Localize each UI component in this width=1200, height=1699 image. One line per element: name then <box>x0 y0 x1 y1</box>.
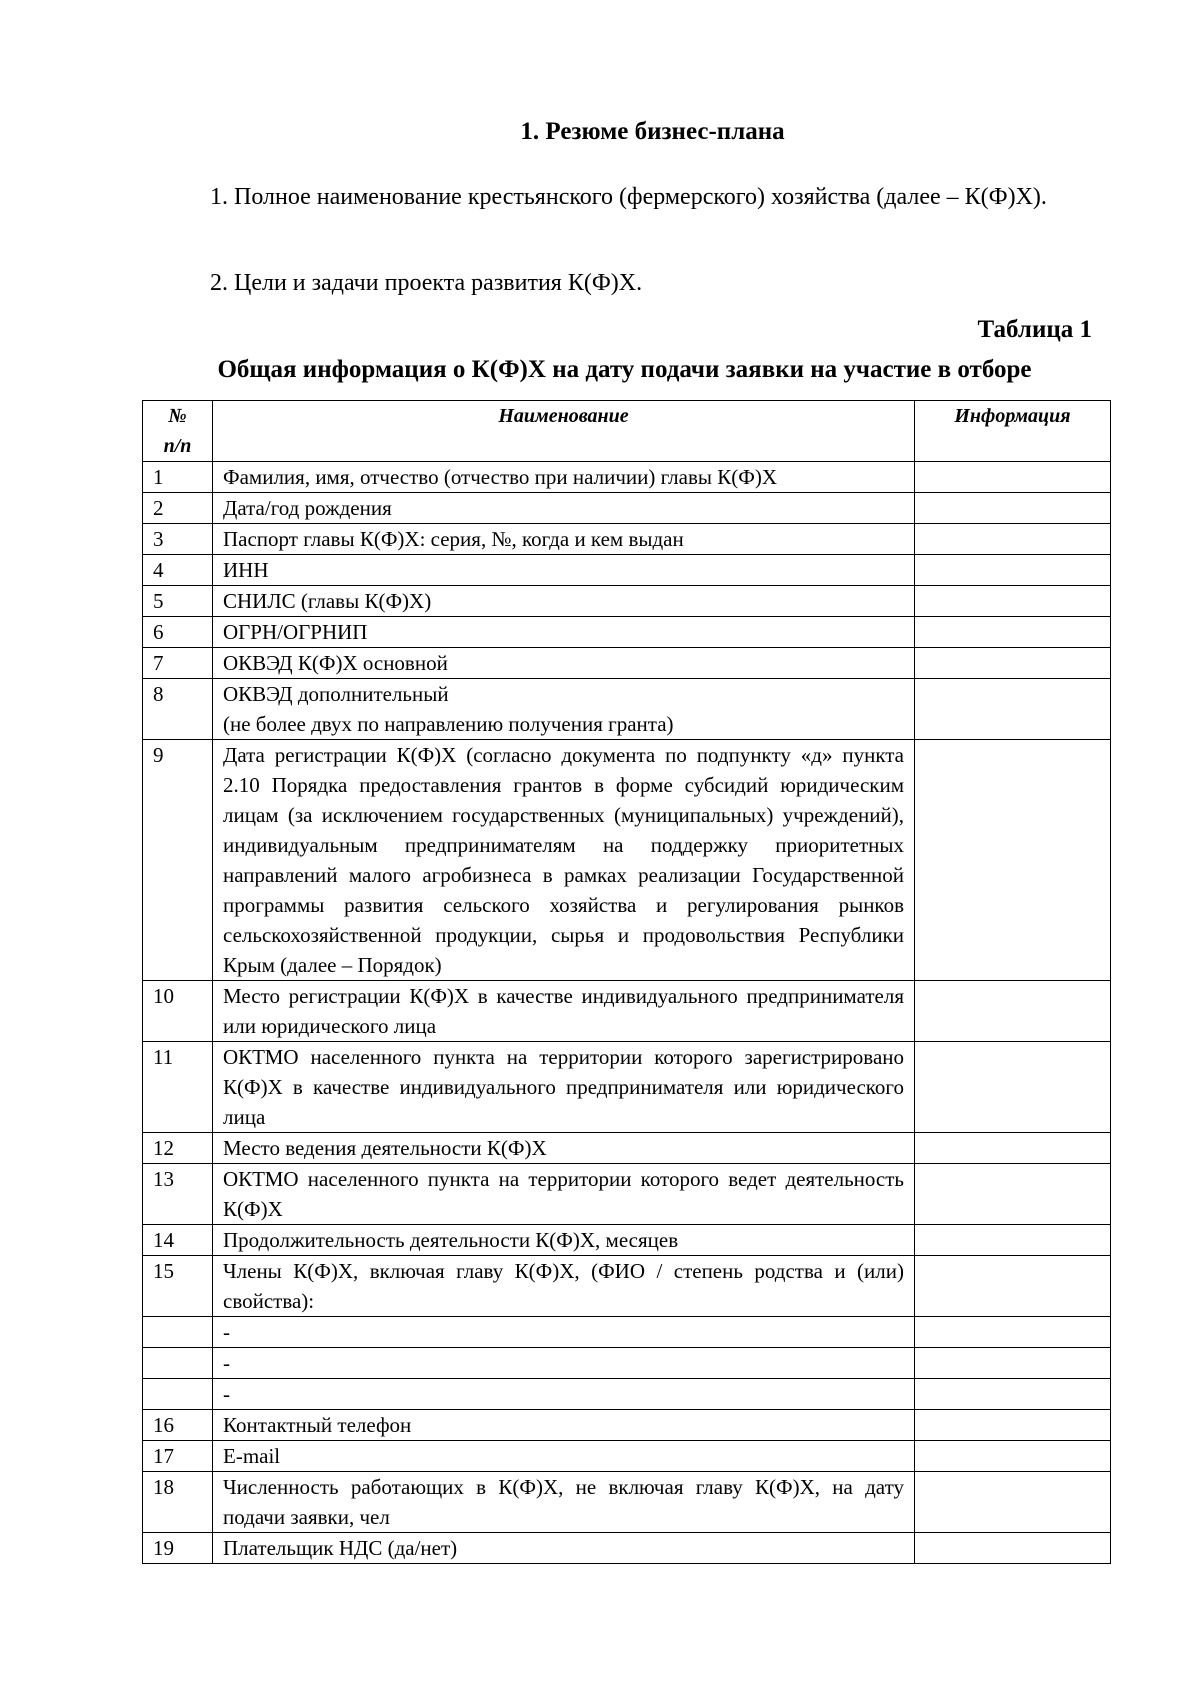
section-heading: 1. Резюме бизнес-плана <box>520 118 785 145</box>
row-name-cell: ОГРН/ОГРНИП <box>213 617 915 648</box>
table-row <box>143 1472 1111 1533</box>
paragraph-1: 1. Полное наименование крестьянского (фермерского) хозяйства (далее – К(Ф)Х). <box>210 184 1047 210</box>
row-num-cell: 6 <box>143 617 213 648</box>
row-info-cell[interactable] <box>915 493 1111 524</box>
row-info-cell[interactable] <box>915 617 1111 648</box>
table-row <box>143 555 1111 586</box>
row-info-cell[interactable] <box>915 1441 1111 1472</box>
row-info-cell[interactable] <box>915 1225 1111 1256</box>
row-num-cell: 5 <box>143 586 213 617</box>
row-num-cell: 18 <box>143 1472 213 1533</box>
row-name-cell: Численность работающих в К(Ф)Х, не включая главу К(Ф)Х, на дату подачи заявки, чел <box>213 1472 915 1533</box>
row-name-cell: - <box>213 1317 915 1348</box>
row-num-cell: 12 <box>143 1133 213 1164</box>
header-name: Наименование <box>213 401 915 462</box>
row-num-cell: 1 <box>143 462 213 493</box>
row-info-cell[interactable] <box>915 1533 1111 1564</box>
row-name-cell: Место ведения деятельности К(Ф)Х <box>213 1133 915 1164</box>
row-name-cell: Паспорт главы К(Ф)Х: серия, №, когда и кем выдан <box>213 524 915 555</box>
row-name-cell: Дата регистрации К(Ф)Х (согласно документа по подпункту «д» пункта 2.10 Порядка предоставления грантов в форме субсидий юридическим лицам (за исключением государственных (муниципальных) учреждений), индивидуальным предпринимателям на поддержку приоритетных направлений малого агробизнеса в рамках реализации Государственной программы развития сельского хозяйства и регулирования рынков сельскохозяйственной продукции, сырья и продовольствия Республики Крым (далее – Порядок) <box>213 740 915 981</box>
row-info-cell[interactable] <box>915 524 1111 555</box>
table-row <box>143 493 1111 524</box>
table-label: Таблица 1 <box>977 316 1092 343</box>
table-caption: Общая информация о К(Ф)Х на дату подачи заявки на участие в отборе <box>217 356 1032 383</box>
row-num-cell: 11 <box>143 1042 213 1133</box>
row-num-cell: 10 <box>143 981 213 1042</box>
row-info-cell[interactable] <box>915 1256 1111 1317</box>
row-info-cell[interactable] <box>915 1472 1111 1533</box>
table-row <box>143 462 1111 493</box>
table-row <box>143 1317 1111 1348</box>
row-name-cell: Место регистрации К(Ф)Х в качестве индивидуального предпринимателя или юридического лица <box>213 981 915 1042</box>
row-num-cell: 13 <box>143 1164 213 1225</box>
row-num-cell: 19 <box>143 1533 213 1564</box>
table-row <box>143 981 1111 1042</box>
row-name-cell: - <box>213 1348 915 1379</box>
row-num-cell: 4 <box>143 555 213 586</box>
table-row <box>143 586 1111 617</box>
row-info-cell[interactable] <box>915 679 1111 740</box>
row-name-cell: Контактный телефон <box>213 1410 915 1441</box>
row-num-cell: 17 <box>143 1441 213 1472</box>
row-name-cell: Члены К(Ф)Х, включая главу К(Ф)Х, (ФИО / степень родства и (или) свойства): <box>213 1256 915 1317</box>
row-num-cell: 9 <box>143 740 213 981</box>
header-info: Информация <box>915 401 1111 462</box>
table-row <box>143 1042 1111 1133</box>
row-num-cell <box>143 1348 213 1379</box>
table-row <box>143 1256 1111 1317</box>
paragraph-2: 2. Цели и задачи проекта развития К(Ф)Х. <box>210 270 643 296</box>
row-name-cell: E-mail <box>213 1441 915 1472</box>
row-num-cell <box>143 1317 213 1348</box>
row-info-cell[interactable] <box>915 1317 1111 1348</box>
row-info-cell[interactable] <box>915 1042 1111 1133</box>
row-info-cell[interactable] <box>915 586 1111 617</box>
table-body <box>143 462 1111 1564</box>
row-name-cell: Дата/год рождения <box>213 493 915 524</box>
info-table <box>142 400 1111 1564</box>
row-name-cell: ОКТМО населенного пункта на территории которого ведет деятельность К(Ф)Х <box>213 1164 915 1225</box>
table-row <box>143 1441 1111 1472</box>
row-info-cell[interactable] <box>915 1164 1111 1225</box>
table-row <box>143 1225 1111 1256</box>
row-info-cell[interactable] <box>915 648 1111 679</box>
row-name-cell: - <box>213 1379 915 1410</box>
row-num-cell: 16 <box>143 1410 213 1441</box>
header-num-line1: № <box>168 405 187 427</box>
row-name-cell: СНИЛС (главы К(Ф)Х) <box>213 586 915 617</box>
row-info-cell[interactable] <box>915 462 1111 493</box>
row-num-cell: 3 <box>143 524 213 555</box>
row-num-cell: 7 <box>143 648 213 679</box>
table-row <box>143 1533 1111 1564</box>
row-num-cell: 8 <box>143 679 213 740</box>
row-num-cell: 14 <box>143 1225 213 1256</box>
table-row <box>143 524 1111 555</box>
table-row <box>143 1410 1111 1441</box>
header-num-line2: п/п <box>163 435 192 457</box>
header-num <box>143 401 213 462</box>
row-name-cell: ОКТМО населенного пункта на территории которого зарегистрировано К(Ф)Х в качестве индивидуального предпринимателя или юридического лица <box>213 1042 915 1133</box>
row-name-cell: Плательщик НДС (да/нет) <box>213 1533 915 1564</box>
table-row <box>143 740 1111 981</box>
row-name-cell: ИНН <box>213 555 915 586</box>
table-row <box>143 1379 1111 1410</box>
table-row <box>143 648 1111 679</box>
row-info-cell[interactable] <box>915 981 1111 1042</box>
table-row <box>143 1164 1111 1225</box>
row-info-cell[interactable] <box>915 1379 1111 1410</box>
row-info-cell[interactable] <box>915 1348 1111 1379</box>
row-num-cell: 15 <box>143 1256 213 1317</box>
row-name-cell: ОКВЭД дополнительный (не более двух по направлению получения гранта) <box>213 679 915 740</box>
table-row <box>143 1133 1111 1164</box>
row-name-cell: Фамилия, имя, отчество (отчество при наличии) главы К(Ф)Х <box>213 462 915 493</box>
row-info-cell[interactable] <box>915 1133 1111 1164</box>
row-num-cell: 2 <box>143 493 213 524</box>
row-name-cell: Продолжительность деятельности К(Ф)Х, месяцев <box>213 1225 915 1256</box>
table-row <box>143 617 1111 648</box>
table-row <box>143 1348 1111 1379</box>
table-row <box>143 679 1111 740</box>
table-header-row <box>143 401 1111 462</box>
row-num-cell <box>143 1379 213 1410</box>
row-name-cell: ОКВЭД К(Ф)Х основной <box>213 648 915 679</box>
row-info-cell[interactable] <box>915 1410 1111 1441</box>
row-info-cell[interactable] <box>915 740 1111 981</box>
row-info-cell[interactable] <box>915 555 1111 586</box>
